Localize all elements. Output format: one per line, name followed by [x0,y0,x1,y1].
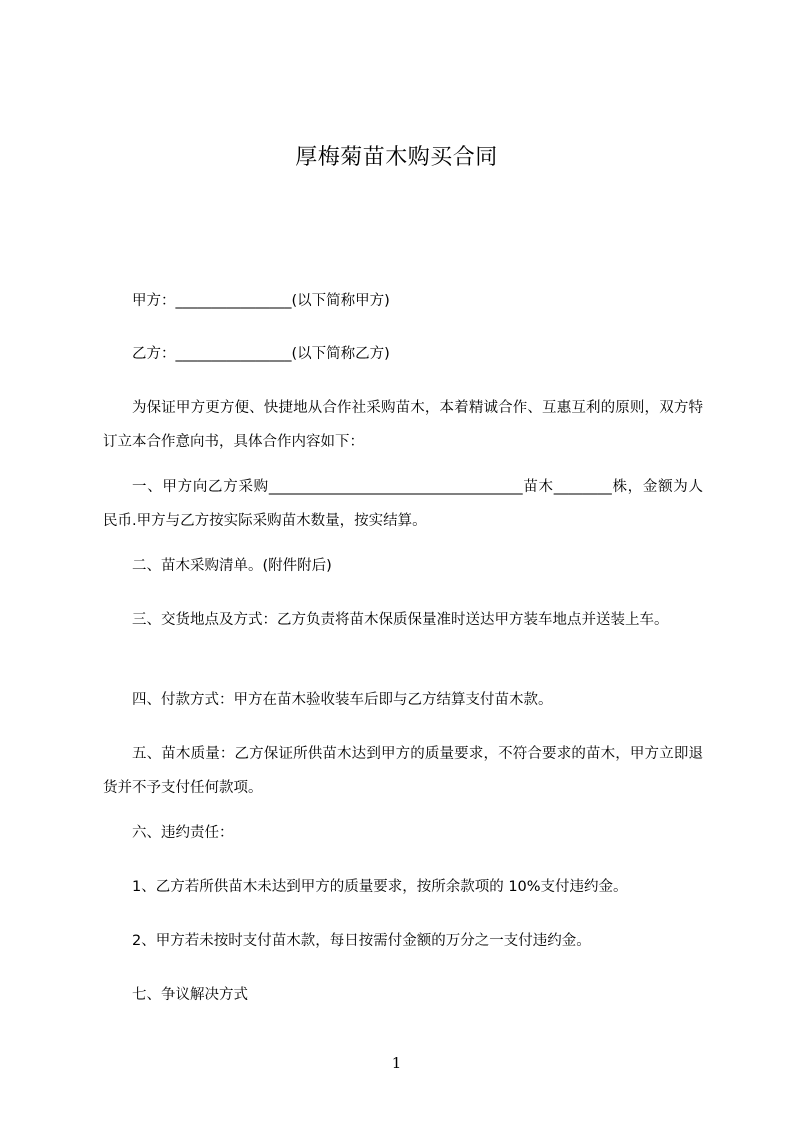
intro-paragraph: 为保证甲方更方便、快捷地从合作社采购苗木，本着精诚合作、互惠互利的原则，双方特订立本合作意向书，具体合作内容如下： [103,400,703,450]
page-number: 1 [391,1054,402,1072]
document-title: 厚梅菊苗木购买合同 [295,145,498,170]
clause-6-item-2: 2、甲方若未按时支付苗木款，每日按需付金额的万分之一支付违约金。 [132,933,591,949]
party-b-line: 乙方：________________(以下简称乙方) [132,346,390,362]
clause-2: 二、苗木采购清单。(附件附后) [132,558,332,574]
party-a-line: 甲方：________________(以下简称甲方) [132,293,390,309]
clause-5: 五、苗木质量：乙方保证所供苗木达到甲方的质量要求，不符合要求的苗木，甲方立即退货并不予支付任何款项。 [103,746,703,796]
clause-7: 七、争议解决方式 [132,987,248,1003]
clause-3: 三、交货地点及方式：乙方负责将苗木保质保量准时送达甲方装车地点并送装上车。 [132,612,669,628]
clause-6: 六、违约责任： [132,825,234,841]
clause-1: 一、甲方向乙方采购___________________________________苗木________株，金额为人民币.甲方与乙方按实际采购苗木数量，按实结算。 [103,479,703,529]
clause-6-item-1: 1、乙方若所供苗木未达到甲方的质量要求，按所余款项的 10%支付违约金。 [132,879,628,895]
clause-4: 四、付款方式：甲方在苗木验收装车后即与乙方结算支付苗木款。 [132,692,553,708]
